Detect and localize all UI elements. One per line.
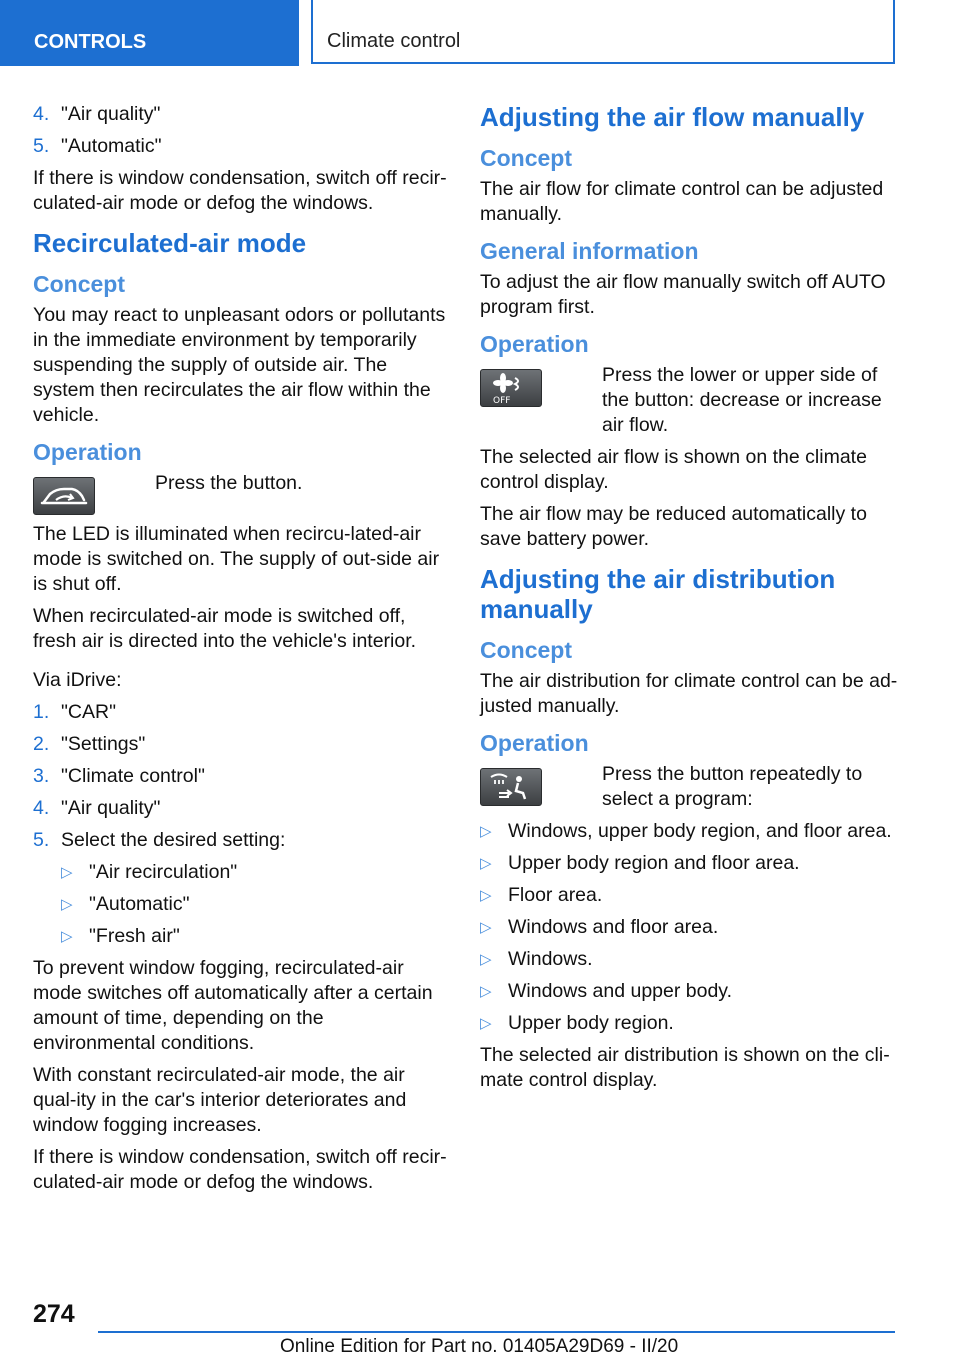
operation-distribution bbox=[480, 762, 898, 812]
triangle-right-icon: ▷ bbox=[480, 951, 492, 968]
fan-off-icon bbox=[480, 369, 542, 407]
list-text: Windows, upper body region, and floor area. bbox=[508, 820, 892, 842]
triangle-right-icon: ▷ bbox=[480, 983, 492, 1000]
list-text: Floor area. bbox=[508, 884, 603, 906]
operation-recirculation bbox=[33, 471, 451, 521]
operation-press-text: Press the button. bbox=[155, 472, 303, 494]
list-item bbox=[33, 102, 451, 127]
list-number: 3. bbox=[33, 765, 50, 787]
footer-divider bbox=[98, 1331, 895, 1333]
paragraph-condensation-2: If there is window condensation, switch off recir-culated-air mode or defog the windows. bbox=[33, 1146, 447, 1193]
list-item bbox=[61, 924, 451, 949]
paragraph-general: To adjust the air flow manually switch off AUTO program first. bbox=[480, 271, 886, 318]
left-column bbox=[33, 102, 451, 1202]
triangle-right-icon: ▷ bbox=[61, 896, 73, 913]
paragraph-via-idrive: Via iDrive: bbox=[33, 669, 122, 691]
settings-list bbox=[61, 860, 451, 949]
triangle-right-icon: ▷ bbox=[61, 864, 73, 881]
list-item bbox=[33, 796, 451, 821]
list-text: "Automatic" bbox=[61, 135, 162, 157]
heading-general-information: General information bbox=[480, 238, 699, 264]
list-item bbox=[480, 883, 898, 908]
list-text: Upper body region. bbox=[508, 1012, 674, 1034]
operation-distribution-text: Press the button repeatedly to select a program: bbox=[602, 763, 863, 810]
triangle-right-icon: ▷ bbox=[480, 887, 492, 904]
list-item bbox=[33, 828, 451, 853]
list-text: "Climate control" bbox=[61, 765, 205, 787]
list-text: "Air recirculation" bbox=[89, 861, 238, 883]
air-distribution-icon bbox=[480, 768, 542, 806]
paragraph-led: The LED is illuminated when recircu-lated-air mode is switched on. The supply of out-side air is shut off. bbox=[33, 523, 440, 595]
heading-concept: Concept bbox=[33, 271, 125, 297]
list-item bbox=[480, 979, 898, 1004]
list-number: 4. bbox=[33, 797, 50, 819]
list-item bbox=[33, 700, 451, 725]
paragraph-distribution-display: The selected air distribution is shown on the cli-mate control display. bbox=[480, 1044, 890, 1091]
paragraph-condensation: If there is window condensation, switch off recir-culated-air mode or defog the windows. bbox=[33, 167, 447, 214]
triangle-right-icon: ▷ bbox=[480, 1015, 492, 1032]
program-list bbox=[480, 819, 898, 1036]
list-text: "Air quality" bbox=[61, 103, 161, 125]
list-item bbox=[33, 732, 451, 757]
numbered-list-idrive bbox=[33, 700, 451, 853]
list-text: "Settings" bbox=[61, 733, 146, 755]
paragraph-concept: The air flow for climate control can be adjusted manually. bbox=[480, 178, 884, 225]
list-number: 5. bbox=[33, 135, 50, 157]
heading-concept-2: Concept bbox=[480, 637, 572, 663]
list-number: 2. bbox=[33, 733, 50, 755]
list-text: "Automatic" bbox=[89, 893, 190, 915]
list-number: 5. bbox=[33, 829, 50, 851]
operation-air-flow-text: Press the lower or upper side of the button: decrease or increase air flow. bbox=[602, 364, 882, 436]
heading-air-flow: Adjusting the air flow manually bbox=[480, 102, 865, 132]
list-text: Windows and floor area. bbox=[508, 916, 719, 938]
chapter-tab: Climate control bbox=[311, 0, 895, 64]
list-text: Select the desired setting: bbox=[61, 829, 286, 851]
recirculation-icon bbox=[33, 477, 95, 515]
paragraph-concept: You may react to unpleasant odors or pollutants in the immediate environment by temporarily suspending the supply of outside air. The system then recirculates the air flow within the vehicle. bbox=[33, 304, 446, 426]
list-text: Windows and upper body. bbox=[508, 980, 733, 1002]
list-item bbox=[33, 134, 451, 159]
list-text: Upper body region and floor area. bbox=[508, 852, 800, 874]
list-text: "CAR" bbox=[61, 701, 117, 723]
heading-operation-2: Operation bbox=[480, 730, 589, 756]
page-header bbox=[0, 0, 960, 66]
paragraph-fogging: To prevent window fogging, recirculated-air mode switches off automatically after a certain amount of time, depending on the environmental conditions. bbox=[33, 957, 433, 1054]
paragraph-concept-2: The air distribution for climate control can be ad-justed manually. bbox=[480, 670, 898, 717]
triangle-right-icon: ▷ bbox=[480, 823, 492, 840]
heading-operation: Operation bbox=[33, 439, 142, 465]
list-item bbox=[480, 819, 898, 844]
paragraph-display: The selected air flow is shown on the climate control display. bbox=[480, 446, 867, 493]
heading-recirculated-air-mode: Recirculated-air mode bbox=[33, 228, 307, 258]
heading-operation: Operation bbox=[480, 331, 589, 357]
list-item bbox=[480, 947, 898, 972]
list-item bbox=[480, 851, 898, 876]
right-column bbox=[480, 102, 898, 1100]
svg-text:OFF: OFF bbox=[493, 396, 511, 406]
triangle-right-icon: ▷ bbox=[61, 928, 73, 945]
triangle-right-icon: ▷ bbox=[480, 919, 492, 936]
list-number: 4. bbox=[33, 103, 50, 125]
heading-air-distribution: Adjusting the air distribution manually bbox=[480, 564, 836, 624]
list-item bbox=[480, 915, 898, 940]
triangle-right-icon: ▷ bbox=[480, 855, 492, 872]
paragraph-battery: The air flow may be reduced automatically to save battery power. bbox=[480, 503, 867, 550]
page-number: 274 bbox=[33, 1300, 75, 1328]
list-number: 1. bbox=[33, 701, 50, 723]
list-item bbox=[61, 892, 451, 917]
list-text: "Fresh air" bbox=[89, 925, 180, 947]
list-item bbox=[33, 764, 451, 789]
list-text: "Air quality" bbox=[61, 797, 161, 819]
numbered-list-top bbox=[33, 102, 451, 159]
operation-air-flow bbox=[480, 363, 898, 438]
list-item bbox=[480, 1011, 898, 1036]
list-text: Windows. bbox=[508, 948, 593, 970]
section-tab: CONTROLS bbox=[0, 0, 299, 66]
paragraph-constant: With constant recirculated-air mode, the air qual-ity in the car's interior deteriorates and window fogging increases. bbox=[33, 1064, 407, 1136]
heading-concept: Concept bbox=[480, 145, 572, 171]
list-item bbox=[61, 860, 451, 885]
paragraph-switched-off: When recirculated-air mode is switched off, fresh air is directed into the vehicle's interior. bbox=[33, 605, 417, 652]
footer-edition: Online Edition for Part no. 01405A29D69 - II/20 bbox=[280, 1336, 679, 1357]
